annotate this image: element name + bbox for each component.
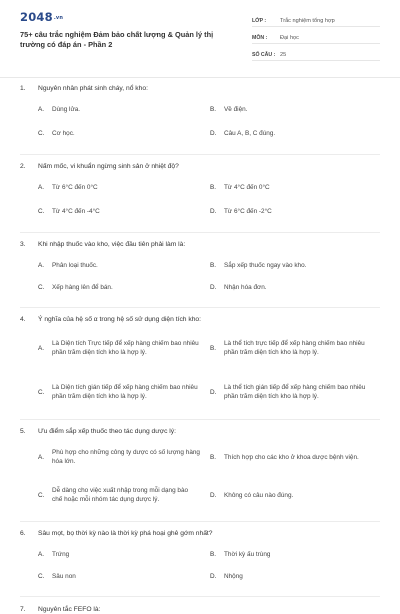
question-text: 5. Ưu điểm sắp xếp thuốc theo tác dụng dược lý: xyxy=(20,428,176,435)
option-c[interactable]: C. Sâu non xyxy=(38,572,76,580)
question-text: 4. Ý nghĩa của hệ số α trong hệ số sử dụng diện tích kho: xyxy=(20,316,202,323)
option-b[interactable]: B. Về điện. xyxy=(210,105,248,113)
question-text: 1. Nguyên nhân phát sinh cháy, nổ kho: xyxy=(20,85,148,92)
meta-label: MÔN : xyxy=(252,35,268,41)
question-text: 2. Nấm mốc, vi khuẩn ngừng sinh sản ở nhiệt độ? xyxy=(20,163,179,170)
question-1 xyxy=(20,78,380,146)
divider xyxy=(20,154,380,155)
meta-row-class xyxy=(252,13,380,27)
option-b[interactable]: B. Thời kỳ ấu trùng xyxy=(210,550,271,558)
option-a[interactable]: A. Dùng lửa. xyxy=(38,105,81,113)
question-text: 7. Nguyên tắc FEFO là: xyxy=(20,606,101,613)
option-b[interactable]: B. Là thể tích trực tiếp để xếp hàng chiếm bao nhiêu phần trăm diện tích kho là hợp lý. xyxy=(210,340,365,356)
option-c[interactable]: C. Là Diện tích gián tiếp để xếp hàng chiếm bao nhiêu phần trăm diện tích kho là hợp lý. xyxy=(38,384,198,400)
meta-label: SỐ CÂU : xyxy=(252,52,276,58)
option-a[interactable]: A. Là Diện tích Trực tiếp để xếp hàng chiếm bao nhiêu phần trăm diện tích kho là hợp lý. xyxy=(38,340,199,356)
option-d[interactable]: D. Là thể tích gián tiếp để xếp hàng chiếm bao nhiêu phần trăm diện tích kho là hợp lý. xyxy=(210,384,366,400)
meta-row-subject xyxy=(252,30,380,44)
question-text: 3. Khi nhập thuốc vào kho, việc đầu tiên phải làm là: xyxy=(20,241,186,248)
question-text: 6. Sâu mọt, bọ thời kỳ nào là thời kỳ phá hoại ghê gớm nhất? xyxy=(20,530,213,537)
option-d[interactable]: D. Không có câu nào đúng. xyxy=(210,491,294,499)
question-list xyxy=(0,78,400,614)
answer-options xyxy=(38,255,380,299)
option-a[interactable]: A. Từ 6°C đến 0°C xyxy=(38,183,98,191)
page-title: 75+ câu trắc nghiệm Đảm bảo chất lượng & Quản lý thị trường có đáp án - Phần 2 xyxy=(20,30,214,49)
option-c[interactable]: C. Từ 4°C đến -4°C xyxy=(38,207,100,215)
question-2 xyxy=(20,162,380,224)
question-5 xyxy=(20,427,380,515)
option-d[interactable]: D. Câu A, B, C đúng. xyxy=(210,129,276,137)
option-c[interactable]: C. Xếp hàng lên để bán. xyxy=(38,283,113,291)
option-a[interactable]: A. Trứng xyxy=(38,550,70,558)
option-b[interactable]: B. Thích hợp cho các kho ở khoa dược bệnh viện. xyxy=(210,453,359,461)
divider xyxy=(20,307,380,308)
meta-row-count xyxy=(252,47,380,61)
option-c[interactable]: C. Cơ học. xyxy=(38,129,75,137)
divider xyxy=(20,232,380,233)
option-b[interactable]: B. Từ 4°C đến 0°C xyxy=(210,183,270,191)
meta-value: Trắc nghiệm tổng hợp xyxy=(280,18,335,24)
option-b[interactable]: B. Sắp xếp thuốc ngay vào kho. xyxy=(210,261,307,269)
divider xyxy=(20,596,380,597)
meta-label: LỚP : xyxy=(252,18,267,24)
question-4 xyxy=(20,315,380,415)
divider xyxy=(20,419,380,420)
meta-info xyxy=(252,13,380,64)
meta-value: 25 xyxy=(280,52,287,58)
option-c[interactable]: C. Dễ dàng cho việc xuất nhập trong mỗi dạng bào chế hoặc mỗi nhóm tác dụng dược lý. xyxy=(38,487,189,503)
meta-value: Đại học xyxy=(280,35,299,41)
document-header xyxy=(0,0,400,78)
option-d[interactable]: D. Nhộng xyxy=(210,572,243,580)
answer-options xyxy=(38,176,380,224)
brand-tld: .vn xyxy=(53,14,64,21)
brand-name: 2048 xyxy=(20,10,53,24)
option-d[interactable]: D. Từ 6°C đến -2°C xyxy=(210,207,272,215)
option-a[interactable]: A. Phân loại thuốc. xyxy=(38,261,98,269)
option-a[interactable]: A. Phù hợp cho những công ty dược có số lượng hàng hóa lớn. xyxy=(38,449,200,465)
question-7 xyxy=(20,605,380,614)
option-d[interactable]: D. Nhận hóa đơn. xyxy=(210,283,267,291)
question-3 xyxy=(20,240,380,299)
question-6 xyxy=(20,529,380,588)
answer-options xyxy=(38,439,380,515)
divider xyxy=(20,521,380,522)
answer-options xyxy=(38,544,380,588)
answer-options xyxy=(38,327,380,415)
answer-options xyxy=(38,98,380,146)
